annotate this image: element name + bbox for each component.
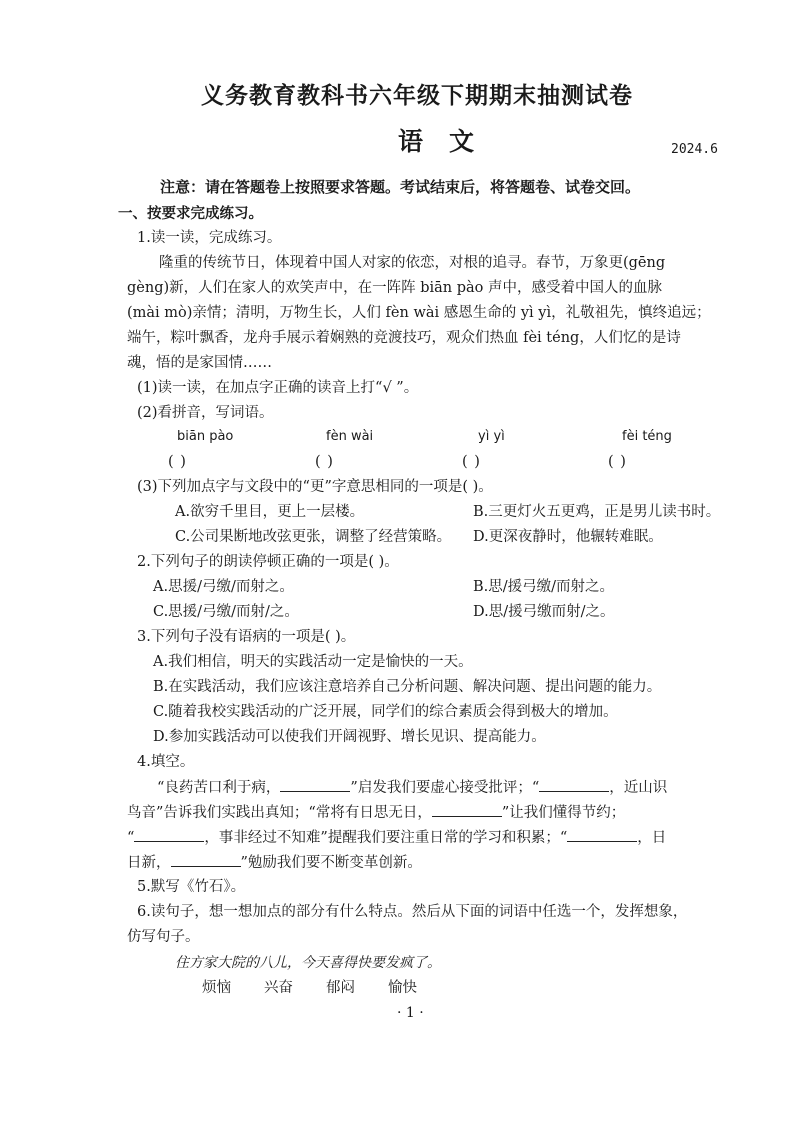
- answer-paren-1: ( ): [168, 454, 187, 470]
- q2-option-d: D.思/援弓缴而射/之。: [473, 604, 615, 620]
- section-heading: 一、按要求完成练习。: [118, 205, 263, 222]
- q1-sub2: (2)看拼音，写词语。: [137, 405, 274, 421]
- q6-word-4: 愉快: [388, 980, 417, 996]
- passage-line-4: 端午，粽叶飘香，龙舟手展示着娴熟的竞渡技巧，观众们热血 fèi téng，人们忆的是诗: [127, 330, 681, 346]
- q1-option-b: B.三更灯火五更鸡，正是男儿读书时。: [473, 504, 721, 520]
- q2-option-b: B.思/援弓缴/而射之。: [473, 579, 615, 595]
- answer-paren-3: ( ): [462, 454, 481, 470]
- q4-line-2: [127, 802, 625, 823]
- answer-paren-2: ( ): [315, 454, 334, 470]
- fill-blank-5[interactable]: [567, 827, 637, 842]
- passage-line-3: (mài mò)亲情；清明，万物生长，人们 fèn wài 感恩生命的 yì yì，礼敬祖先，慎终追远；: [127, 305, 711, 321]
- q4-line-1-b: ”启发我们要虚心接受批评；“: [350, 780, 540, 796]
- q1-sub1: (1)读一读，在加点字正确的读音上打“√ ”。: [137, 380, 419, 396]
- page-number: · 1 ·: [397, 1005, 424, 1021]
- answer-paren-4: ( ): [608, 454, 627, 470]
- q4-line-3-b: ，事非经过不知难”提醒我们要注重日常的学习和积累；“: [204, 830, 568, 846]
- exam-title: 义务教育教科书六年级下期期末抽测试卷: [201, 82, 633, 109]
- subject-title: 语文: [398, 127, 501, 156]
- pinyin-4: fèi téng: [622, 429, 672, 444]
- q4-line-4-b: ”勉励我们要不断变革创新。: [240, 855, 422, 871]
- q4-line-3-c: ，日: [637, 830, 667, 846]
- q4-line-1-a: “良药苦口利于病，: [157, 780, 281, 796]
- q2-option-a: A.思援/弓缴/而射之。: [153, 579, 294, 595]
- q4-line-4-a: 日新，: [127, 855, 171, 871]
- q4-line-4: [127, 852, 422, 873]
- q6-example-sentence: 住方家大院的八儿，今天喜得快要发疯了。: [175, 955, 441, 971]
- q6-word-3: 郁闷: [326, 980, 355, 996]
- fill-blank-3[interactable]: [432, 802, 502, 817]
- q2-label: 2.下列句子的朗读停顿正确的一项是( )。: [137, 554, 399, 570]
- q1-label: 1.读一读，完成练习。: [137, 230, 282, 246]
- fill-blank-2[interactable]: [539, 777, 609, 792]
- q6-label-1: 6.读句子，想一想加点的部分有什么特点。然后从下面的词语中任选一个，发挥想象，: [137, 904, 688, 920]
- q4-line-2-b: ”让我们懂得节约；: [501, 805, 626, 821]
- passage-line-5: 魂，悟的是家国情……: [127, 355, 272, 371]
- q1-sub3: (3)下列加点字与文段中的“更”字意思相同的一项是( )。: [137, 479, 493, 495]
- q3-label: 3.下列句子没有语病的一项是( )。: [137, 629, 356, 645]
- pinyin-2: fèn wài: [326, 429, 374, 444]
- pinyin-1: biān pào: [177, 429, 234, 444]
- fill-blank-6[interactable]: [171, 852, 241, 867]
- q4-line-3-a: “: [127, 830, 135, 846]
- q3-option-b: B.在实践活动，我们应该注意培养自己分析问题、解决问题、提出问题的能力。: [153, 679, 662, 695]
- exam-date: 2024.6: [671, 142, 718, 157]
- q2-option-c: C.思援/弓缴/而射/之。: [153, 604, 299, 620]
- q1-option-a: A.欲穷千里目，更上一层楼。: [175, 504, 365, 520]
- q3-option-a: A.我们相信，明天的实践活动一定是愉快的一天。: [153, 654, 473, 670]
- q5-label: 5.默写《竹石》。: [137, 879, 246, 895]
- q4-line-2-a: 鸟音”告诉我们实践出真知；“常将有日思无日，: [127, 805, 432, 821]
- q1-option-d: D.更深夜静时，他辗转难眠。: [473, 529, 663, 545]
- q4-line-3: [127, 827, 666, 848]
- pinyin-3: yì yì: [478, 429, 505, 444]
- q3-option-d: D.参加实践活动可以使我们开阔视野、增长见识、提高能力。: [153, 729, 546, 745]
- q6-word-2: 兴奋: [264, 980, 293, 996]
- fill-blank-4[interactable]: [134, 827, 204, 842]
- q4-line-1: [157, 777, 667, 798]
- fill-blank-1[interactable]: [280, 777, 350, 792]
- q4-line-1-c: ，近山识: [609, 780, 668, 796]
- q1-option-c: C.公司果断地改弦更张，调整了经营策略。: [175, 529, 452, 545]
- q6-label-2: 仿写句子。: [127, 929, 200, 945]
- exam-notice: 注意：请在答题卷上按照要求答题。考试结束后，将答题卷、试卷交回。: [160, 178, 641, 196]
- q3-option-c: C.随着我校实践活动的广泛开展，同学们的综合素质会得到极大的增加。: [153, 704, 618, 720]
- q6-word-1: 烦恼: [202, 980, 231, 996]
- passage-line-2: gèng)新，人们在家人的欢笑声中，在一阵阵 biān pào 声中，感受着中国人的血脉: [127, 280, 663, 296]
- passage-line-1: 隆重的传统节日，体现着中国人对家的依恋，对根的追寻。春节，万象更(gēng: [159, 255, 666, 271]
- q4-label: 4.填空。: [137, 754, 195, 770]
